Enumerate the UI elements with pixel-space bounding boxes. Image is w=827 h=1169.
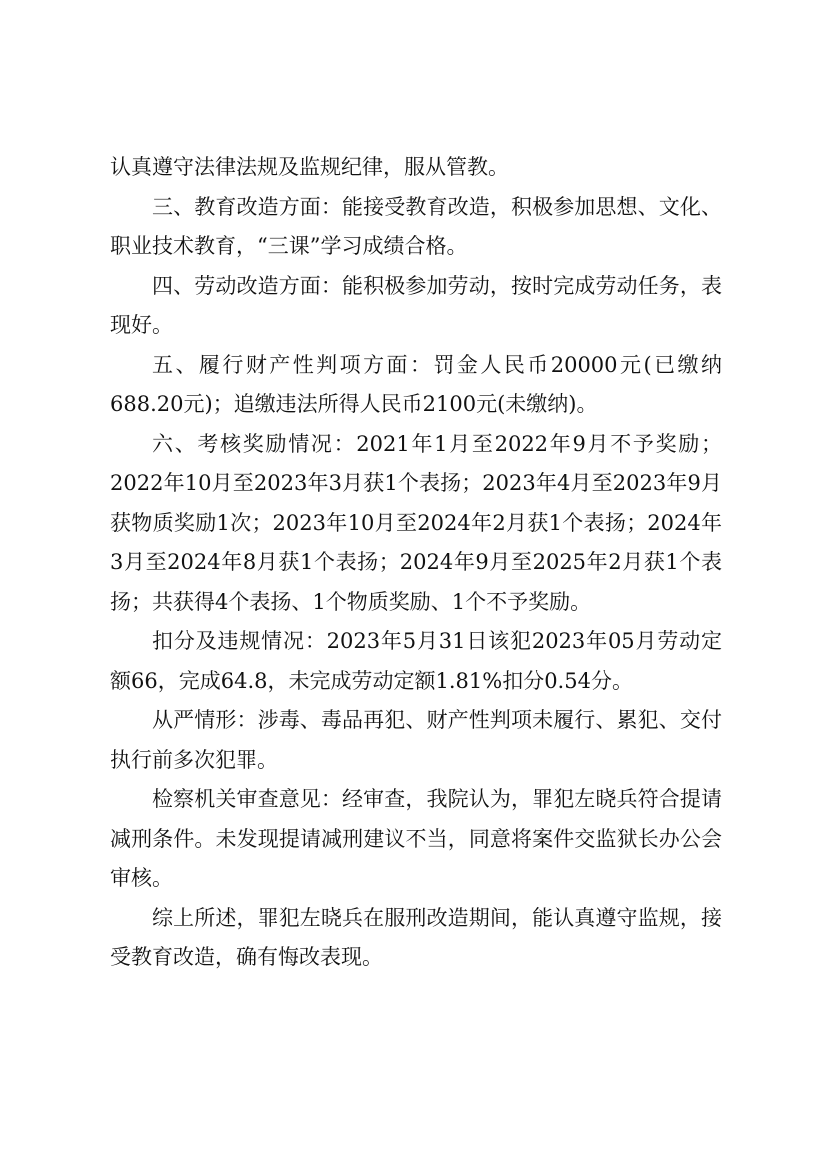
paragraph-conclusion: 综上所述，罪犯左晓兵在服刑改造期间，能认真遵守监规，接受教育改造，确有悔改表现。 <box>110 905 722 969</box>
paragraph-rewards: 六、考核奖励情况：2021年1月至2022年9月不予奖励；2022年10月至2023年3月获1个表扬；2023年4月至2023年9月获物质奖励1次；2023年10月至2024年2月获1个表扬；2024年3月至2024年8月获1个表扬；2024年9月至2025年2月获1个表扬；共获得4个表扬、1个物质奖励、1个不予奖励。 <box>110 431 722 614</box>
paragraph-deductions: 扣分及违规情况：2023年5月31日该犯2023年05月劳动定额66，完成64.8，未完成劳动定额1.81%扣分0.54分。 <box>110 629 722 693</box>
paragraph-labor-reform: 四、劳动改造方面：能积极参加劳动，按时完成劳动任务，表现好。 <box>110 273 722 337</box>
paragraph-procuratorate-opinion: 检察机关审查意见：经审查，我院认为，罪犯左晓兵符合提请减刑条件。未发现提请减刑建议不当，同意将案件交监狱长办公会审核。 <box>110 787 722 890</box>
paragraph-strict-circumstances: 从严情形：涉毒、毒品再犯、财产性判项未履行、累犯、交付执行前多次犯罪。 <box>110 708 722 772</box>
paragraph-education-reform: 三、教育改造方面：能接受教育改造，积极参加思想、文化、职业技术教育，“三课”学习成绩合格。 <box>110 194 722 258</box>
document-body <box>110 148 722 978</box>
paragraph-property-judgment: 五、履行财产性判项方面：罚金人民币20000元(已缴纳688.20元)；追缴违法所得人民币2100元(未缴纳)。 <box>110 352 722 416</box>
paragraph-continuation: 认真遵守法律法规及监规纪律，服从管教。 <box>110 155 509 179</box>
